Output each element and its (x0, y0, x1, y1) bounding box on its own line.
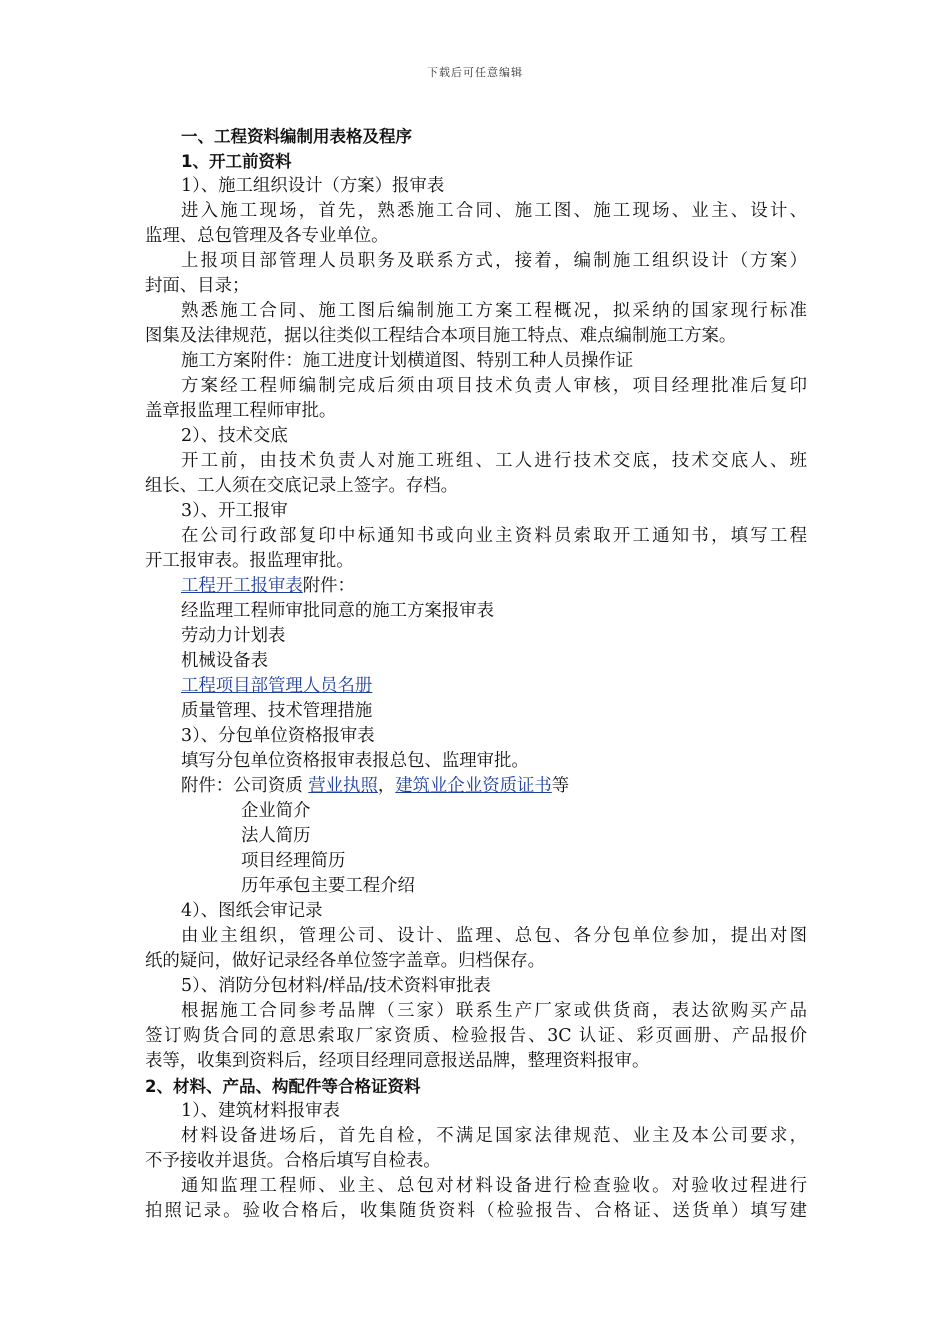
attachment-subitem: 历年承包主要工程介绍 (241, 876, 415, 896)
project-start-form-link[interactable]: 工程开工报审表 (181, 576, 303, 596)
paragraph-line: 由业主组织，管理公司、设计、监理、总包、各分包单位参加，提出对图 (181, 926, 807, 946)
attachment-line (145, 774, 807, 799)
paragraph-line: 签订购货合同的意思索取厂家资质、检验报告、3C 认证、彩页画册、产品报价 (145, 1026, 807, 1046)
subsection-heading: 3）、开工报审 (181, 501, 288, 521)
paragraph-line: 材料设备进场后，首先自检，不满足国家法律规范、业主及本公司要求， (181, 1126, 807, 1146)
subsection-heading: 4）、图纸会审记录 (181, 901, 323, 921)
paragraph-line: 方案经工程师编制完成后须由项目技术负责人审核，项目经理批准后复印 (181, 376, 807, 396)
paragraph-line: 封面、目录； (145, 276, 250, 296)
document-body (145, 124, 807, 1224)
subsection-heading: 5）、消防分包材料/样品/技术资料审批表 (181, 976, 491, 996)
paragraph-line: 开工前，由技术负责人对施工班组、工人进行技术交底，技术交底人、班 (181, 451, 807, 471)
subsection-heading: 3）、分包单位资格报审表 (181, 726, 375, 746)
attachment-item: 质量管理、技术管理措施 (181, 701, 373, 721)
separator: ， (377, 776, 396, 796)
section-heading-2: 2、材料、产品、构配件等合格证资料 (145, 1077, 421, 1096)
paragraph-line: 进入施工现场，首先，熟悉施工合同、施工图、施工现场、业主、设计、 (181, 201, 807, 221)
attachment-item: 机械设备表 (181, 651, 268, 671)
attachment-subitem: 项目经理简历 (241, 851, 346, 871)
paragraph-line: 拍照记录。验收合格后，收集随货资料（检验报告、合格证、送货单）填写建 (145, 1201, 807, 1221)
section-heading-1: 1、开工前资料 (181, 152, 292, 171)
paragraph-line: 不予接收并退货。合格后填写自检表。 (145, 1151, 441, 1171)
paragraph-line: 表等，收集到资料后，经项目经理同意报送品牌，整理资料报审。 (145, 1051, 650, 1071)
paragraph-line: 图集及法律规范，据以往类似工程结合本项目施工特点、难点编制施工方案。 (145, 326, 737, 346)
qualification-certificate-link[interactable]: 建筑业企业资质证书 (395, 776, 552, 796)
attachment-etc: 等 (551, 776, 570, 796)
paragraph-line: 施工方案附件：施工进度计划横道图、特别工种人员操作证 (181, 351, 634, 371)
paragraph-line: 在公司行政部复印中标通知书或向业主资料员索取开工通知书，填写工程 (181, 526, 807, 546)
page-header-note: 下载后可任意编辑 (427, 66, 523, 79)
paragraph-line: 根据施工合同参考品牌（三家）联系生产厂家或供货商，表达欲购买产品 (181, 1001, 807, 1021)
attachment-item: 劳动力计划表 (181, 626, 286, 646)
subsection-heading: 1）、建筑材料报审表 (181, 1101, 340, 1121)
paragraph-line: 盖章报监理工程师审批。 (145, 401, 337, 421)
attachment-subitem: 企业简介 (241, 801, 311, 821)
attachment-suffix: 附件： (302, 576, 355, 596)
subsection-heading: 1）、施工组织设计（方案）报审表 (181, 176, 445, 196)
staff-roster-link[interactable]: 工程项目部管理人员名册 (181, 676, 373, 696)
paragraph-line: 纸的疑问，做好记录经各单位签字盖章。归档保存。 (145, 951, 545, 971)
paragraph-line: 组长、工人须在交底记录上签字。存档。 (145, 476, 459, 496)
subsection-heading: 2）、技术交底 (181, 426, 288, 446)
attachment-item: 经监理工程师审批同意的施工方案报审表 (181, 601, 495, 621)
paragraph-line: 监理、总包管理及各专业单位。 (145, 226, 389, 246)
paragraph-line: 开工报审表。报监理审批。 (145, 551, 354, 571)
attachment-prefix: 附件：公司资质 (181, 776, 309, 796)
document-title: 一、工程资料编制用表格及程序 (181, 127, 412, 146)
attachment-heading (145, 574, 807, 599)
attachment-subitem: 法人简历 (241, 826, 311, 846)
paragraph-line: 通知监理工程师、业主、总包对材料设备进行检查验收。对验收过程进行 (181, 1176, 807, 1196)
paragraph-line: 填写分包单位资格报审表报总包、监理审批。 (181, 751, 529, 771)
business-license-link[interactable]: 营业执照 (308, 776, 378, 796)
paragraph-line: 熟悉施工合同、施工图后编制施工方案工程概况，拟采纳的国家现行标准 (181, 301, 807, 321)
paragraph-line: 上报项目部管理人员职务及联系方式，接着，编制施工组织设计（方案） (181, 251, 807, 271)
